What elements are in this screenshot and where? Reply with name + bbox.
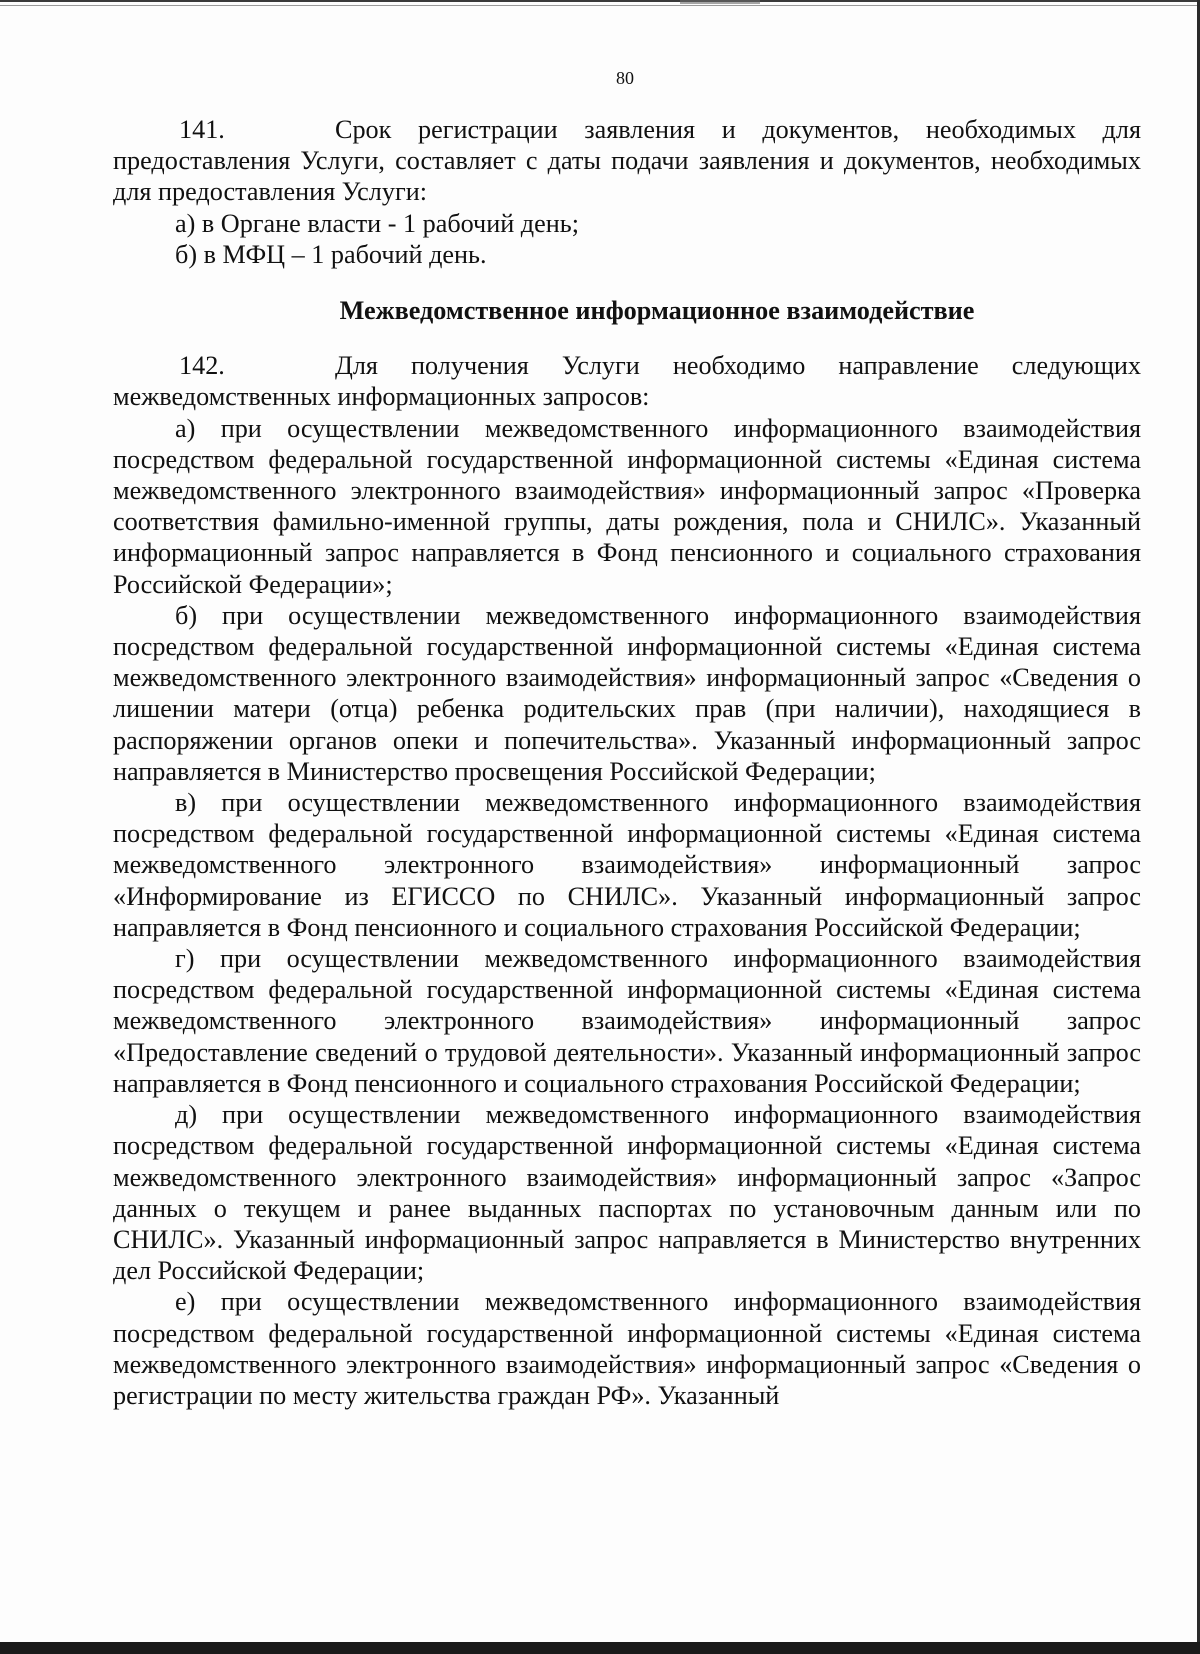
clause-text: Срок регистрации заявления и документов, необходимых для предоставления Услуги, составляет с даты подачи заявления и документов, необходимых для предоставления Услуги: [113, 115, 1141, 207]
clause-142-item-b: б) при осуществлении межведомственного информационного взаимодействия посредством федеральной государственной информационной системы «Единая система межведомственного электронного взаимодействия» информационный запрос «Сведения о лишении матери (отца) ребенка родительских прав (при наличии), находящиеся в распоряжении органов опеки и попечительства». Указанный информационный запрос направляется в Министерство просвещения Российской Федерации; [113, 600, 1141, 786]
document-body [113, 114, 1141, 1411]
scan-bottom-edge [0, 1642, 1200, 1654]
clause-text: Для получения Услуги необходимо направление следующих межведомственных информационных запросов: [113, 351, 1141, 412]
clause-142-item-g: г) при осуществлении межведомственного информационного взаимодействия посредством федеральной государственной информационной системы «Единая система межведомственного электронного взаимодействия» информационный запрос «Предоставление сведений о трудовой деятельности». Указанный информационный запрос направляется в Фонд пенсионного и социального страхования Российской Федерации; [113, 944, 1141, 1098]
scan-smudge [680, 0, 760, 4]
clause-141-item-b: б) в МФЦ – 1 рабочий день. [175, 239, 487, 269]
clause-142-item-d: д) при осуществлении межведомственного информационного взаимодействия посредством федеральной государственной информационной системы «Единая система межведомственного электронного взаимодействия» информационный запрос «Запрос данных о текущем и ранее выданных паспортах по установочным данным или по СНИЛС». Указанный информационный запрос направляется в Министерство внутренних дел Российской Федерации; [113, 1100, 1141, 1286]
clause-142 [113, 350, 1141, 412]
clause-142-item-v: в) при осуществлении межведомственного информационного взаимодействия посредством федеральной государственной информационной системы «Единая система межведомственного электронного взаимодействия» информационный запрос «Информирование из ЕГИССО по СНИЛС». Указанный информационный запрос направляется в Фонд пенсионного и социального страхования Российской Федерации; [113, 788, 1141, 942]
scan-edge-line [0, 5, 1200, 6]
clause-141 [113, 114, 1141, 208]
page-number: 80 [616, 68, 634, 88]
clause-number: 141. [179, 115, 225, 144]
clause-142-item-a: а) при осуществлении межведомственного информационного взаимодействия посредством федеральной государственной информационной системы «Единая система межведомственного электронного взаимодействия» информационный запрос «Проверка соответствия фамильно-именной группы, даты рождения, пола и СНИЛС». Указанный информационный запрос направляется в Фонд пенсионного и социального страхования Российской Федерации»; [113, 413, 1141, 599]
clause-number: 142. [179, 351, 225, 381]
clause-141-item-a: а) в Органе власти - 1 рабочий день; [175, 208, 579, 238]
scan-edge-line [0, 0, 1200, 2]
clause-142-item-e: е) при осуществлении межведомственного информационного взаимодействия посредством федеральной государственной информационной системы «Единая система межведомственного электронного взаимодействия» информационный запрос «Сведения о регистрации по месту жительства граждан РФ». Указанный [113, 1287, 1141, 1410]
section-heading: Межведомственное информационное взаимодействие [339, 296, 975, 326]
